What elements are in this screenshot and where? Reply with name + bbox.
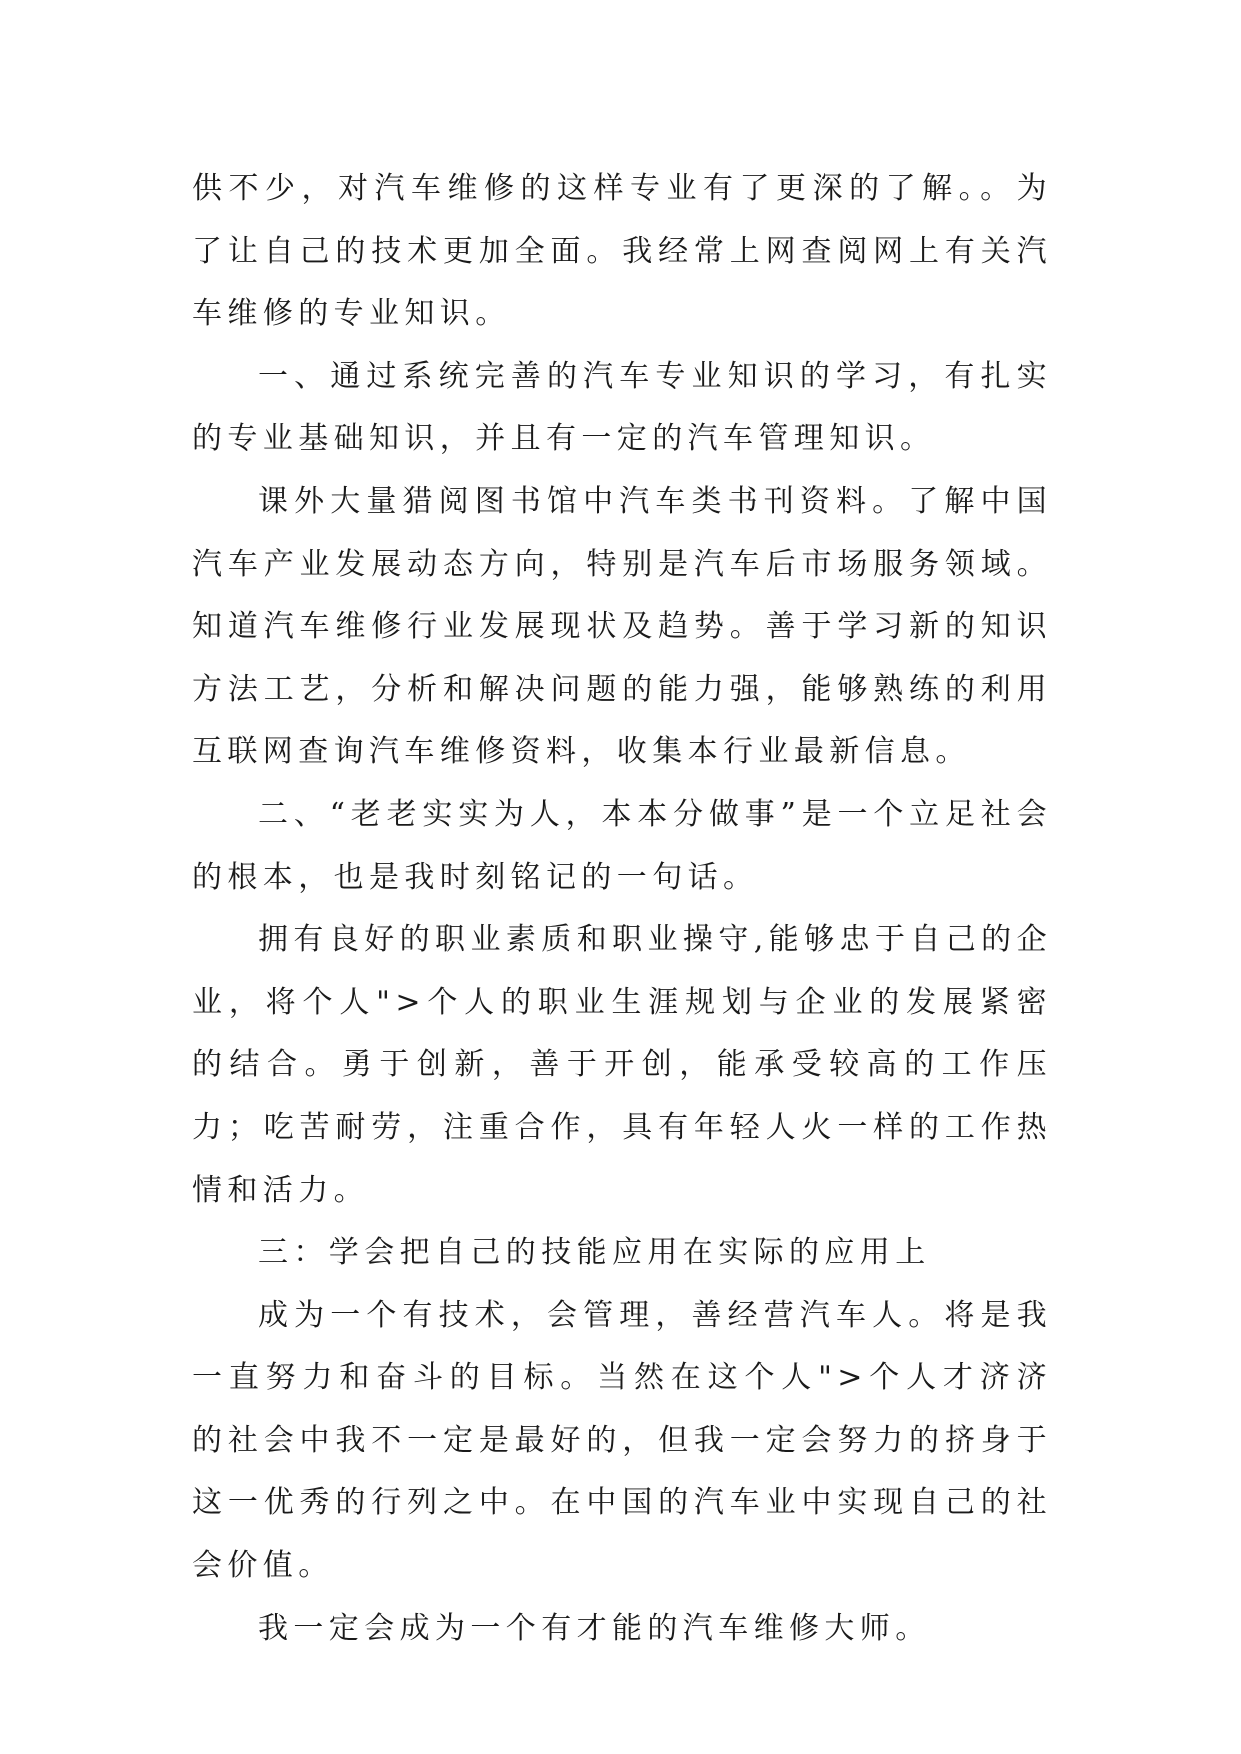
document-body: [192, 158, 1052, 1660]
paragraph-continuation: 供不少，对汽车维修的这样专业有了更深的了解。。为了让自己的技术更加全面。我经常上网查阅网上有关汽车维修的专业知识。: [192, 171, 1052, 332]
paragraph-career-goal: 成为一个有技术，会管理，善经营汽车人。将是我一直努力和奋斗的目标。当然在这个人">个人才济济的社会中我不一定是最好的，但我一定会努力的挤身于这一优秀的行列之中。在中国的汽车业中实现自己的社会价值。: [192, 1297, 1052, 1584]
paragraph-section-two: 二、“老老实实为人，本本分做事”是一个立足社会的根本，也是我时刻铭记的一句话。: [192, 796, 1052, 895]
paragraph-section-three: 三：学会把自己的技能应用在实际的应用上: [258, 1235, 931, 1271]
paragraph-closing: 我一定会成为一个有才能的汽车维修大师。: [258, 1610, 931, 1646]
paragraph-professional-quality: 拥有良好的职业素质和职业操守,能够忠于自己的企业，将个人">个人的职业生涯规划与企业的发展紧密的结合。勇于创新，善于开创，能承受较高的工作压力；吃苦耐劳，注重合作，具有年轻人火一样的工作热情和活力。: [192, 922, 1052, 1208]
paragraph-library-study: 课外大量猎阅图书馆中汽车类书刊资料。了解中国汽车产业发展动态方向，特别是汽车后市场服务领域。知道汽车维修行业发展现状及趋势。善于学习新的知识方法工艺，分析和解决问题的能力强，能够熟练的利用互联网查询汽车维修资料，收集本行业最新信息。: [192, 483, 1052, 770]
paragraph-section-one: 一、通过系统完善的汽车专业知识的学习，有扎实的专业基础知识，并且有一定的汽车管理知识。: [192, 358, 1052, 457]
